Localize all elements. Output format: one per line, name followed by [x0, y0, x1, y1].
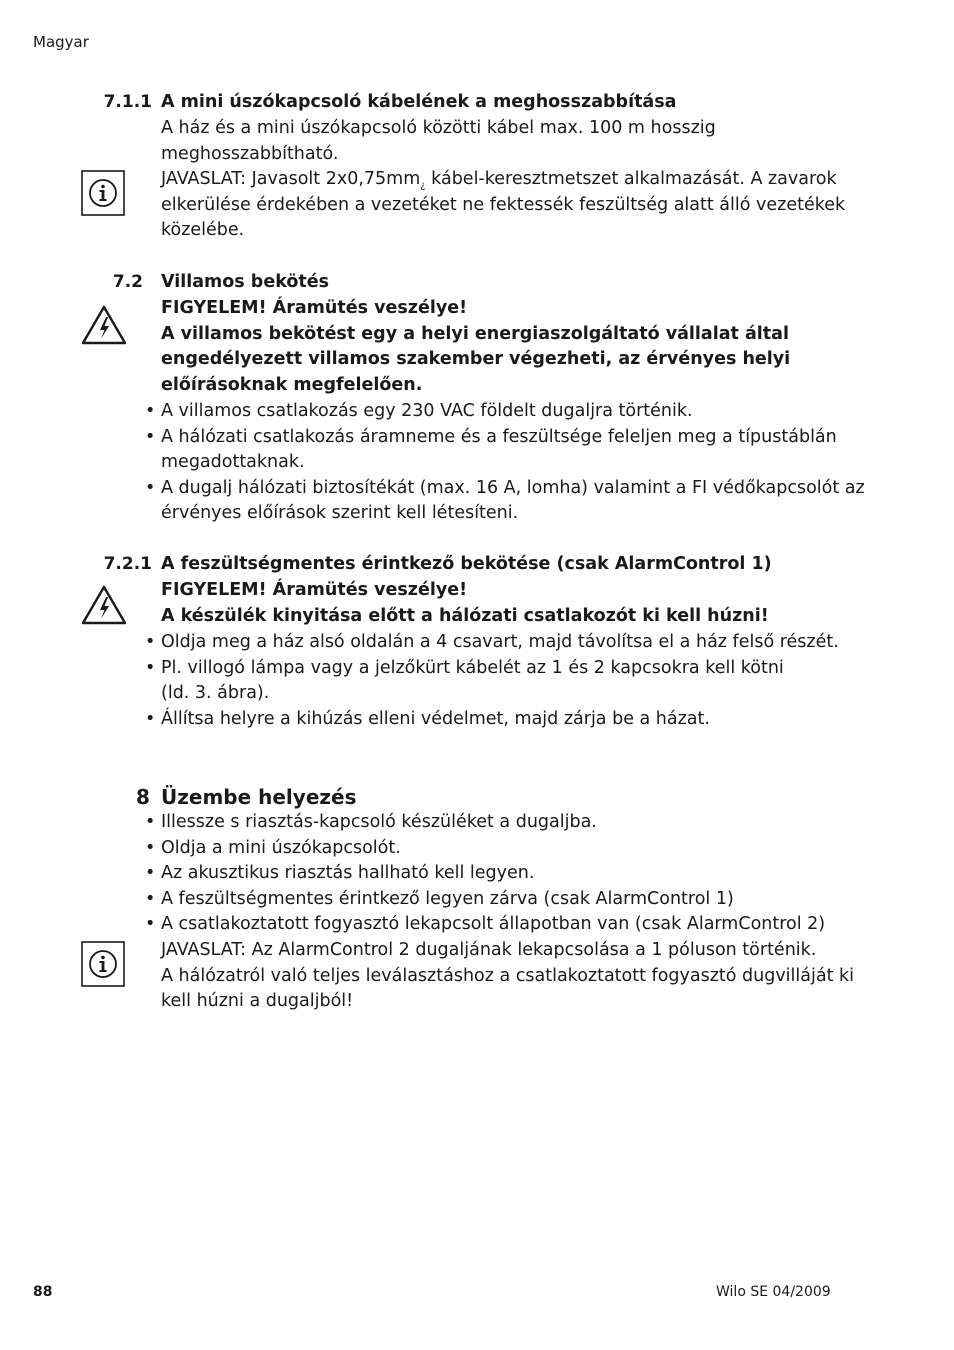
- list-item: • Pl. villogó lámpa vagy a jelzőkürt kábelét az 1 és 2 kapcsokra kell kötni (ld. 3. ábra).: [161, 656, 841, 707]
- warning-title: FIGYELEM! Áramütés veszélye!: [161, 298, 468, 318]
- section-number-7-2: 7.2: [112, 272, 143, 292]
- warning-block: [161, 296, 841, 398]
- section-title-7-2-1: A feszültségmentes érintkező bekötése (csak AlarmControl 1): [161, 554, 772, 574]
- section-number-8: 8: [136, 785, 150, 809]
- bullet-list-8: [161, 810, 841, 938]
- bullet-list-7-2: [161, 399, 865, 527]
- note-line: JAVASLAT: Javasolt $2x0,75mm_¿$ kábel-keresztmetszet alkalmazását. A zavarok: [161, 169, 837, 192]
- warning-line: előírásoknak megfelelően.: [161, 374, 423, 395]
- section-number-7-1-1: 7.1.1: [103, 92, 152, 112]
- section-title-7-2: Villamos bekötés: [161, 272, 330, 292]
- note-line: A hálózatról való teljes leválasztáshoz a csatlakoztatott fogyasztó dugvilláját ki: [161, 965, 855, 986]
- warning-block: [161, 578, 841, 629]
- section-title-7-1-1: A mini úszókapcsoló kábelének a meghosszabbítása: [161, 92, 677, 112]
- note-line: közelébe.: [161, 220, 245, 241]
- body-line: meghosszabbítható.: [161, 143, 339, 164]
- warning-title: FIGYELEM! Áramütés veszélye!: [161, 580, 468, 600]
- list-item: • A csatlakoztatott fogyasztó lekapcsolt állapotban van (csak AlarmControl 2): [161, 912, 841, 938]
- body-line: A ház és a mini úszókapcsoló közötti kábel max. 100 m hosszig: [161, 118, 716, 138]
- note-line: JAVASLAT: Az AlarmControl 2 dugaljának lekapcsolása a 1 póluson történik.: [161, 940, 817, 960]
- list-item: • Illessze s riasztás-kapcsoló készüléket a dugaljba.: [161, 810, 841, 836]
- bullet-list-7-2-1: [161, 630, 841, 732]
- page-number: 88: [33, 1284, 53, 1300]
- warning-line: A készülék kinyitása előtt a hálózati csatlakozót ki kell húzni!: [161, 605, 769, 626]
- note-line: kell húzni a dugaljból!: [161, 991, 354, 1012]
- list-item: • Oldja meg a ház alsó oldalán a 4 csavart, majd távolítsa el a ház felső részét.: [161, 630, 841, 656]
- section-7-1-1-body: [161, 116, 846, 244]
- list-item: • A hálózati csatlakozás áramneme és a feszültsége feleljen meg a típustáblán megadottaknak.: [161, 425, 841, 476]
- electric-hazard-icon: [81, 305, 127, 345]
- warning-line: engedélyezett villamos szakember végezheti, az érvényes helyi: [161, 349, 791, 370]
- language-label: Magyar: [33, 33, 89, 51]
- list-item: • A villamos csatlakozás egy 230 VAC földelt dugaljra történik.: [161, 399, 841, 425]
- list-item: • A feszültségmentes érintkező legyen zárva (csak AlarmControl 1): [161, 887, 841, 913]
- warning-line: A villamos bekötést egy a helyi energiaszolgáltató vállalat által: [161, 323, 789, 344]
- electric-hazard-icon: [81, 585, 127, 625]
- list-item: • A dugalj hálózati biztosítékát (max. 16 A, lomha) valamint a FI védőkapcsolót az érvényes előírások szerint kell létesíteni.: [161, 476, 841, 527]
- section-number-7-2-1: 7.2.1: [103, 554, 152, 574]
- section-title-8: Üzembe helyezés: [161, 785, 357, 809]
- info-icon: [81, 170, 125, 216]
- note-block: [161, 938, 855, 1015]
- list-item: • Az akusztikus riasztás hallható kell legyen.: [161, 861, 841, 887]
- publisher-label: Wilo SE 04/2009: [716, 1284, 831, 1300]
- info-icon: [81, 941, 125, 987]
- list-item: • Oldja a mini úszókapcsolót.: [161, 836, 841, 862]
- note-line: elkerülése érdekében a vezetéket ne fektessék feszültség alatt álló vezetékek: [161, 194, 846, 215]
- list-item: • Állítsa helyre a kihúzás elleni védelmet, majd zárja be a házat.: [161, 707, 841, 733]
